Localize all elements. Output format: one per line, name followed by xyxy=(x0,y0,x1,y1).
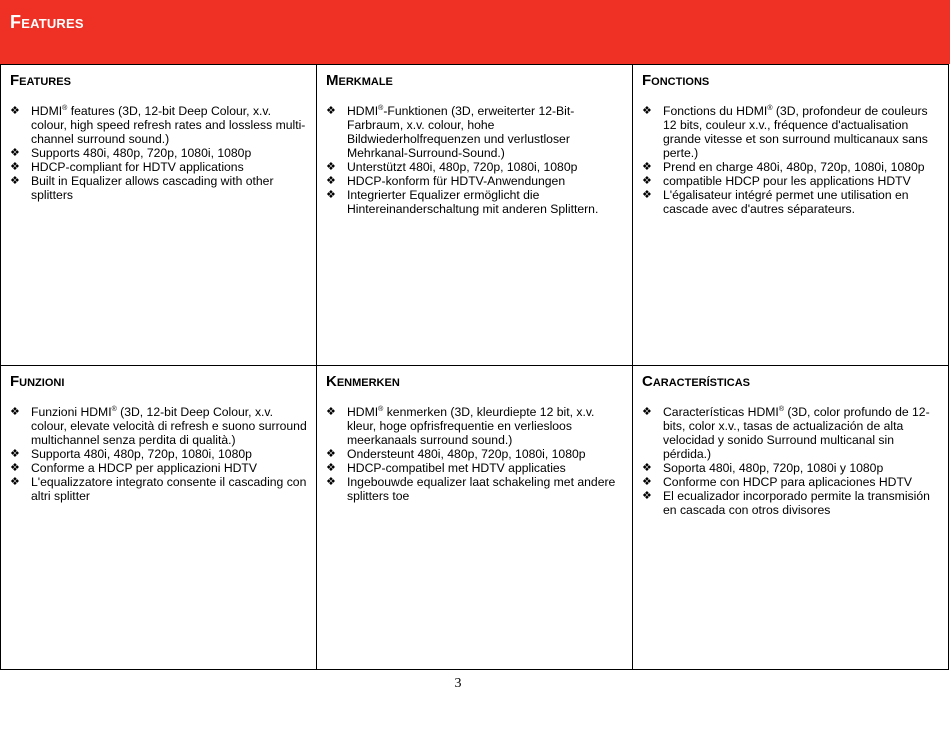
feature-list xyxy=(326,405,623,503)
feature-text: Conforme a HDCP per applicazioni HDTV xyxy=(31,461,258,475)
feature-item xyxy=(326,160,623,174)
diamond-bullet-icon: ❖ xyxy=(10,406,20,418)
section-de xyxy=(317,65,633,366)
feature-text: (3D, 12-bit Deep Colour, x.v. colour, elevate velocità di refresh e suono surround multichannel senza perdita di qualità.) xyxy=(31,405,307,447)
feature-text: (3D, color profundo de 12-bits, color x.v., tasas de actualización de alta velocidad y sonido Surround multicanal sin pérdida.) xyxy=(663,405,930,461)
feature-item xyxy=(326,405,623,447)
feature-text: compatible HDCP pour les applications HDTV xyxy=(663,174,911,188)
feature-text: Ingebouwde equalizer laat schakeling met andere splitters toe xyxy=(347,475,616,503)
feature-item xyxy=(642,461,939,475)
diamond-bullet-icon: ❖ xyxy=(10,105,20,117)
feature-list xyxy=(642,104,939,216)
feature-item xyxy=(642,174,939,188)
feature-text: L'égalisateur intégré permet une utilisation en cascade avec d'autres séparateurs. xyxy=(663,188,909,216)
feature-item xyxy=(642,489,939,517)
feature-list xyxy=(326,104,623,216)
feature-item xyxy=(642,405,939,461)
page-title: Features xyxy=(10,12,84,32)
diamond-bullet-icon: ❖ xyxy=(326,105,336,117)
registered-mark: ® xyxy=(378,406,384,413)
feature-text: L'equalizzatore integrato consente il cascading con altri splitter xyxy=(31,475,307,503)
diamond-bullet-icon: ❖ xyxy=(10,476,20,488)
feature-text: kenmerken (3D, kleurdiepte 12 bit, x.v. kleur, hoge opfrisfrequentie en verliesloos meerkanaals surround sound.) xyxy=(347,405,595,447)
feature-item xyxy=(642,160,939,174)
section-es xyxy=(633,366,949,670)
page-number: 3 xyxy=(454,676,462,691)
feature-text: HDCP-compliant for HDTV applications xyxy=(31,160,244,174)
feature-item xyxy=(10,447,307,461)
section-title: Kenmerken xyxy=(326,373,400,390)
feature-item xyxy=(642,188,939,216)
feature-text: Integrierter Equalizer ermöglicht die Hintereinanderschaltung mit anderen Splittern. xyxy=(347,188,599,216)
diamond-bullet-icon: ❖ xyxy=(10,448,20,460)
feature-text: features (3D, 12-bit Deep Colour, x.v. colour, high speed refresh rates and lossless multi-channel surround sound.) xyxy=(31,104,306,146)
section-title: Merkmale xyxy=(326,72,393,89)
feature-item xyxy=(642,104,939,160)
feature-text: HDMI xyxy=(347,104,379,118)
diamond-bullet-icon: ❖ xyxy=(642,189,652,201)
registered-mark: ® xyxy=(111,406,117,413)
diamond-bullet-icon: ❖ xyxy=(326,161,336,173)
section-title: Fonctions xyxy=(642,72,710,89)
feature-list xyxy=(642,405,939,517)
diamond-bullet-icon: ❖ xyxy=(326,448,336,460)
section-fr xyxy=(633,65,949,366)
feature-item xyxy=(326,475,623,503)
feature-text: Fonctions du HDMI xyxy=(663,104,768,118)
registered-mark: ® xyxy=(778,406,784,413)
registered-mark: ® xyxy=(767,105,773,112)
feature-text: Supports 480i, 480p, 720p, 1080i, 1080p xyxy=(31,146,252,160)
feature-text: Built in Equalizer allows cascading with other splitters xyxy=(31,174,274,202)
feature-item xyxy=(10,475,307,503)
diamond-bullet-icon: ❖ xyxy=(642,105,652,117)
feature-text: -Funktionen (3D, erweiterter 12-Bit-Farbraum, x.v. colour, hohe Bildwiederholfrequenzen und verlustloser Mehrkanal-Surround-Sound.) xyxy=(347,104,575,160)
section-it xyxy=(1,366,317,670)
feature-list xyxy=(10,104,307,202)
feature-text: Prend en charge 480i, 480p, 720p, 1080i, 1080p xyxy=(663,160,925,174)
feature-item xyxy=(326,104,623,160)
feature-item xyxy=(326,447,623,461)
diamond-bullet-icon: ❖ xyxy=(326,406,336,418)
feature-text: Características HDMI xyxy=(663,405,779,419)
feature-text: HDMI xyxy=(31,104,63,118)
section-title: Features xyxy=(10,72,71,89)
diamond-bullet-icon: ❖ xyxy=(10,462,20,474)
diamond-bullet-icon: ❖ xyxy=(642,161,652,173)
diamond-bullet-icon: ❖ xyxy=(642,462,652,474)
diamond-bullet-icon: ❖ xyxy=(326,462,336,474)
feature-text: (3D, profondeur de couleurs 12 bits, couleur x.v., fréquence d'actualisation grande vitesse et son surround multicanaux sans perte.) xyxy=(663,104,928,160)
section-en xyxy=(1,65,317,366)
section-nl xyxy=(317,366,633,670)
feature-text: HDCP-konform für HDTV-Anwendungen xyxy=(347,174,566,188)
diamond-bullet-icon: ❖ xyxy=(326,175,336,187)
diamond-bullet-icon: ❖ xyxy=(10,147,20,159)
feature-item xyxy=(326,174,623,188)
feature-item xyxy=(326,461,623,475)
section-title: Funzioni xyxy=(10,373,65,390)
diamond-bullet-icon: ❖ xyxy=(10,161,20,173)
feature-text: Supporta 480i, 480p, 720p, 1080i, 1080p xyxy=(31,447,252,461)
diamond-bullet-icon: ❖ xyxy=(10,175,20,187)
feature-text: HDMI xyxy=(347,405,379,419)
feature-text: El ecualizador incorporado permite la transmisión en cascada con otros divisores xyxy=(663,489,930,517)
header-banner xyxy=(0,0,950,64)
diamond-bullet-icon: ❖ xyxy=(642,476,652,488)
feature-item xyxy=(10,104,307,146)
feature-text: Ondersteunt 480i, 480p, 720p, 1080i, 1080p xyxy=(347,447,586,461)
feature-text: Conforme con HDCP para aplicaciones HDTV xyxy=(663,475,913,489)
diamond-bullet-icon: ❖ xyxy=(642,406,652,418)
feature-item xyxy=(10,461,307,475)
feature-item xyxy=(642,475,939,489)
features-grid xyxy=(0,64,949,670)
feature-item xyxy=(326,188,623,216)
feature-text: Unterstützt 480i, 480p, 720p, 1080i, 1080p xyxy=(347,160,578,174)
registered-mark: ® xyxy=(62,105,68,112)
registered-mark: ® xyxy=(378,105,384,112)
feature-item xyxy=(10,405,307,447)
diamond-bullet-icon: ❖ xyxy=(642,175,652,187)
diamond-bullet-icon: ❖ xyxy=(642,490,652,502)
diamond-bullet-icon: ❖ xyxy=(326,476,336,488)
feature-text: HDCP-compatibel met HDTV applicaties xyxy=(347,461,566,475)
feature-text: Soporta 480i, 480p, 720p, 1080i y 1080p xyxy=(663,461,884,475)
feature-item xyxy=(10,160,307,174)
feature-item xyxy=(10,146,307,160)
diamond-bullet-icon: ❖ xyxy=(326,189,336,201)
feature-list xyxy=(10,405,307,503)
feature-text: Funzioni HDMI xyxy=(31,405,112,419)
section-title: Características xyxy=(642,373,751,390)
feature-item xyxy=(10,174,307,202)
